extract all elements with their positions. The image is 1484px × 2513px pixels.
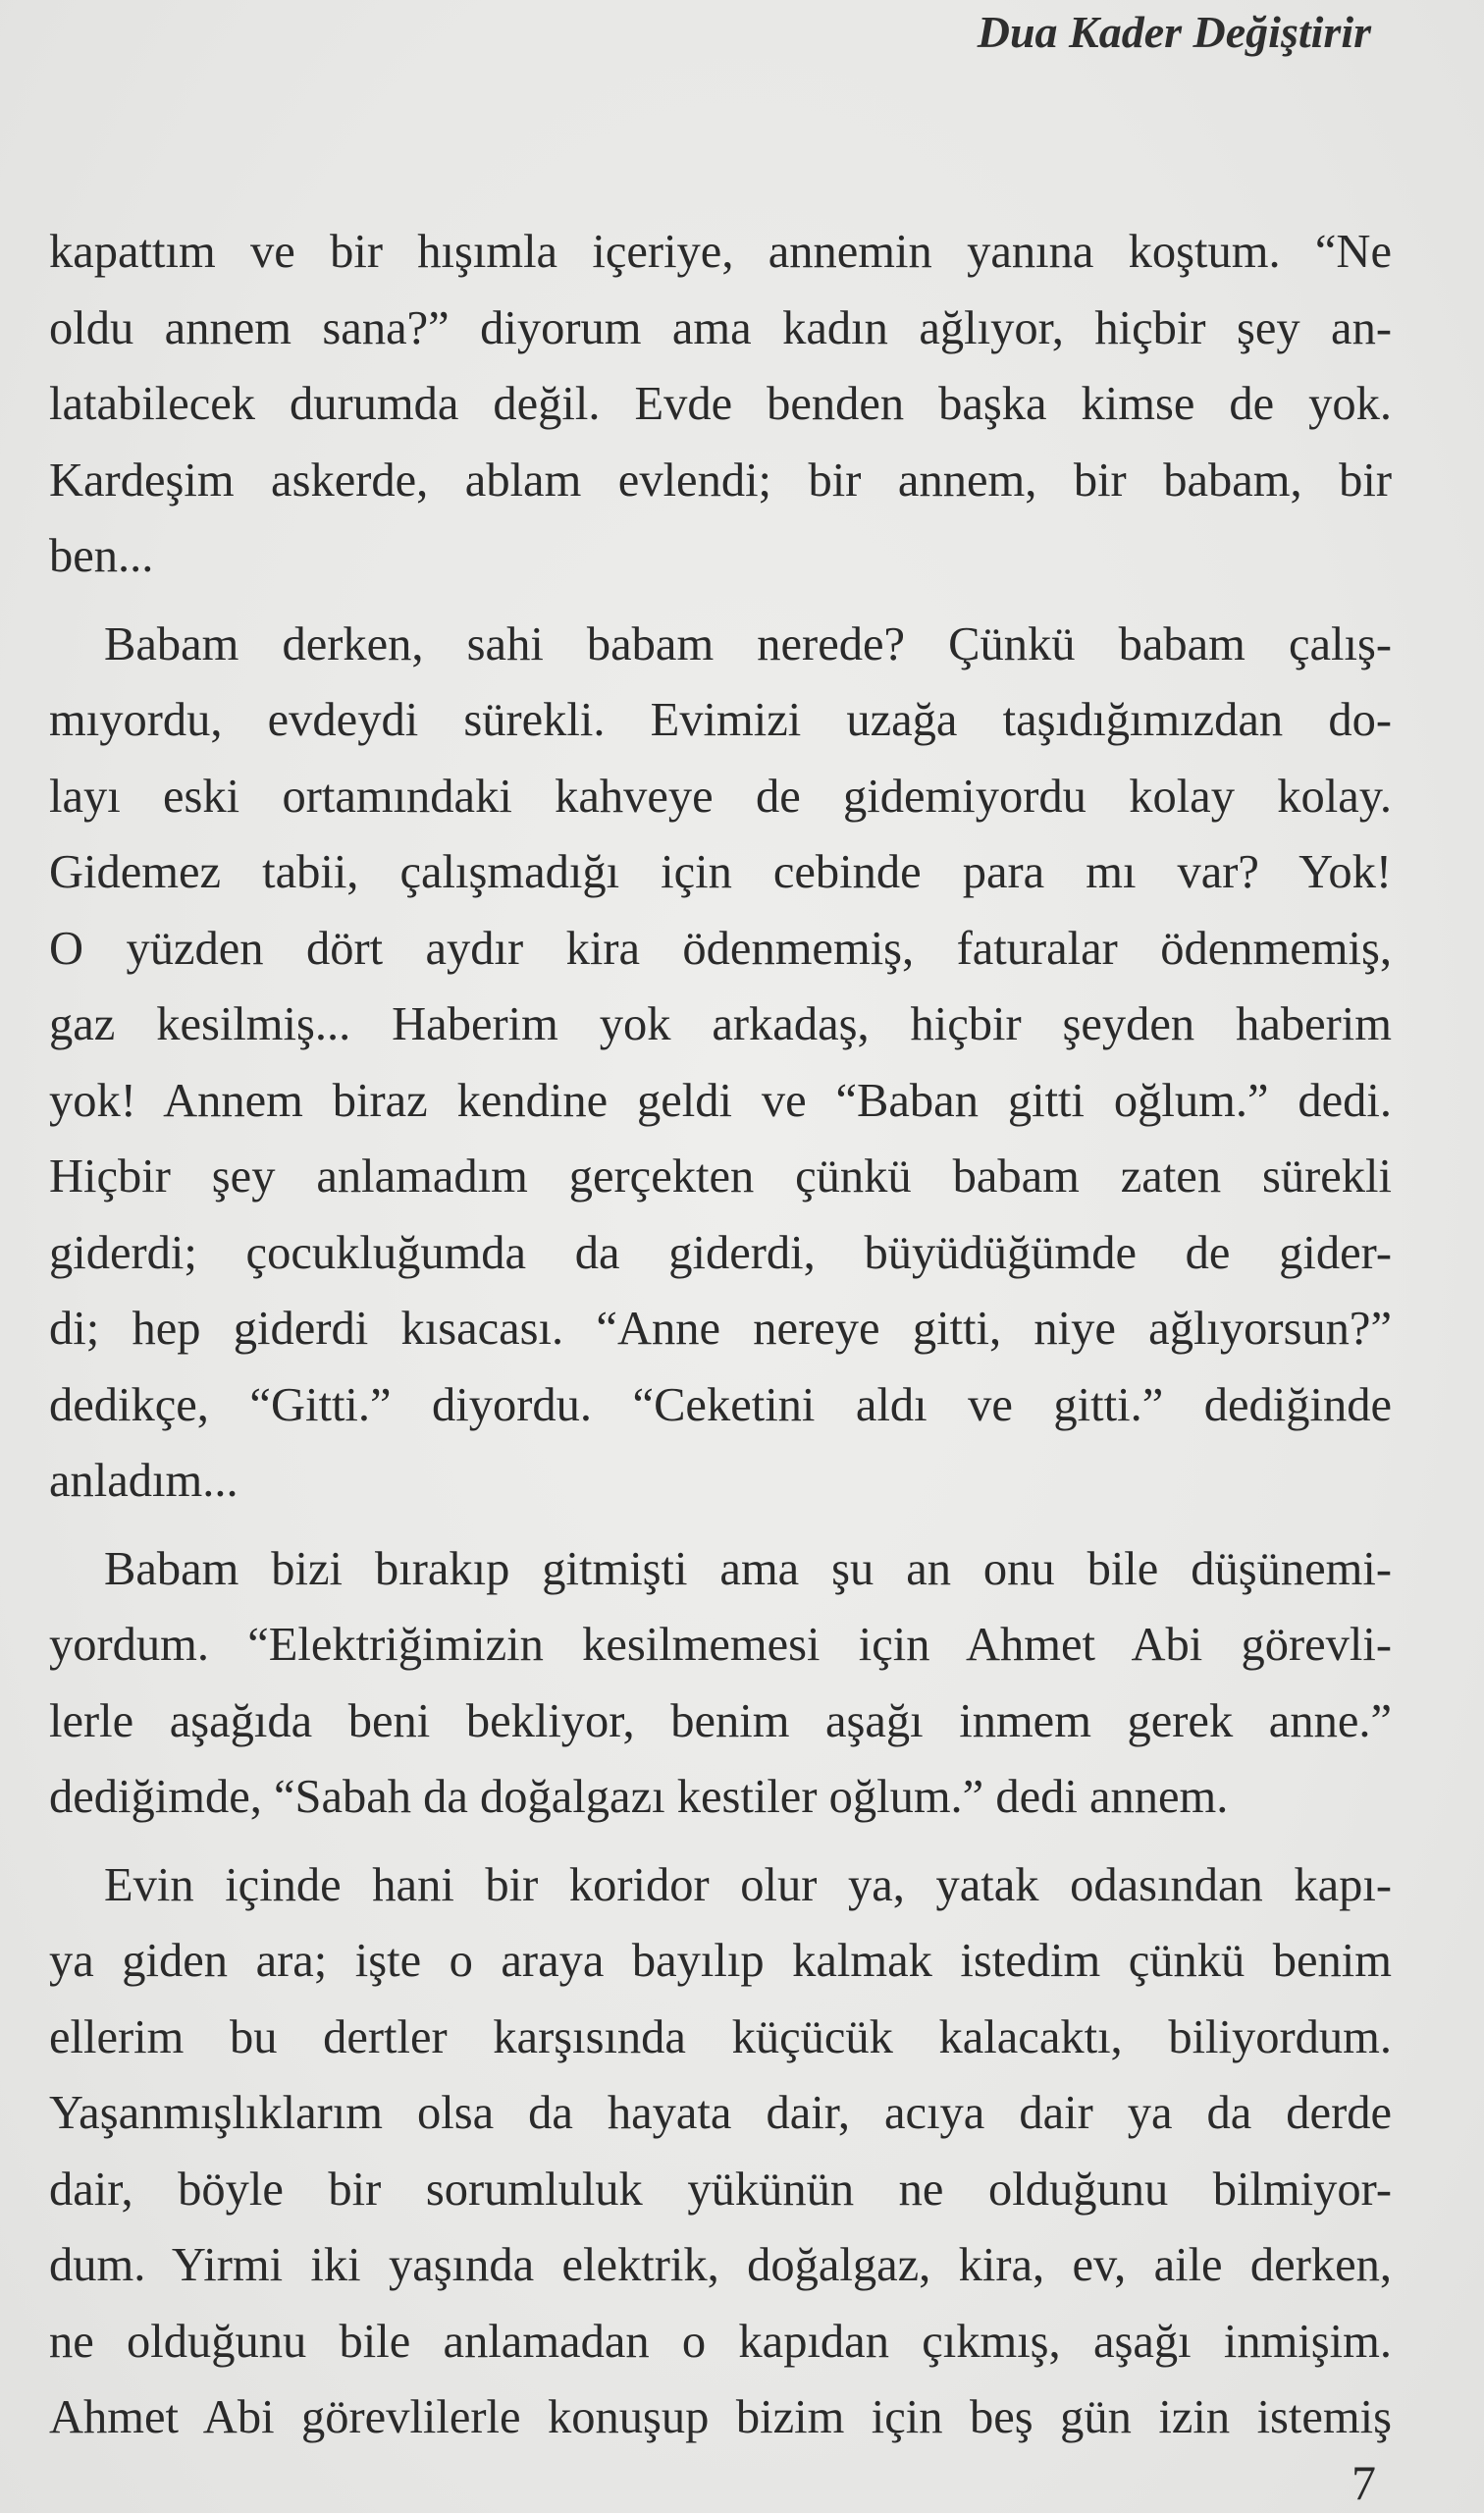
paragraph-gap [49, 1836, 1392, 1847]
text-line: latabilecek durumda değil. Evde benden başka kimse de yok. [49, 378, 1392, 430]
page-number: 7 [1352, 2455, 1376, 2510]
text-line: yordum. “Elektriğimizin kesilmemesi için Ahmet Abi görevli- [49, 1619, 1392, 1671]
text-line: Hiçbir şey anlamadım gerçekten çünkü babam zaten sürekli [49, 1150, 1392, 1203]
text-line: Ahmet Abi görevlilerle konuşup bizim için beş gün izin istemiş [49, 2391, 1392, 2443]
text-line: Gidemez tabii, çalışmadığı için cebinde para mı var? Yok! [49, 846, 1392, 898]
text-line: ne olduğunu bile anlamadan o kapıdan çıkmış, aşağı inmişim. [49, 2315, 1392, 2368]
text-line: ellerim bu dertler karşısında küçücük kalacaktı, biliyordum. [49, 2010, 1392, 2063]
text-line: mıyordu, evdeydi sürekli. Evimizi uzağa taşıdığımızdan do- [49, 694, 1392, 746]
text-line: yok! Annem biraz kendine geldi ve “Baban gitti oğlum.” dedi. [49, 1074, 1392, 1127]
text-line: Evin içinde hani bir koridor olur ya, yatak odasından kapı- [104, 1858, 1392, 1911]
paragraph-gap [49, 1520, 1392, 1531]
text-line: Kardeşim askerde, ablam evlendi; bir annem, bir babam, bir [49, 454, 1392, 507]
text-line: Babam bizi bırakıp gitmişti ama şu an onu bile düşünemi- [104, 1542, 1392, 1595]
text-line: Yaşanmışlıklarım olsa da hayata dair, acıya dair ya da derde [49, 2087, 1392, 2139]
text-line: giderdi; çocukluğumda da giderdi, büyüdüğümde de gider- [49, 1226, 1392, 1279]
text-line: ya giden ara; işte o araya bayılıp kalmak istedim çünkü benim [49, 1935, 1392, 1987]
running-header-title: Dua Kader Değiştirir [977, 7, 1371, 57]
text-line: layı eski ortamındaki kahveye de gidemiyordu kolay kolay. [49, 770, 1392, 823]
paragraph-3 [49, 1531, 1392, 1836]
text-line: dediğimde, “Sabah da doğalgazı kestiler oğlum.” dedi annem. [49, 1771, 1229, 1823]
text-line: dedikçe, “Gitti.” diyordu. “Ceketini aldı ve gitti.” dediğinde [49, 1378, 1392, 1431]
paragraph-2 [49, 607, 1392, 1520]
paragraph-1 [49, 214, 1392, 595]
text-line: di; hep giderdi kısacası. “Anne nereye gitti, niye ağlıyorsun?” [49, 1303, 1392, 1355]
paragraph-4 [49, 1847, 1392, 2456]
text-line: dum. Yirmi iki yaşında elektrik, doğalgaz, kira, ev, aile derken, [49, 2239, 1392, 2291]
text-line: O yüzden dört aydır kira ödenmemiş, faturalar ödenmemiş, [49, 922, 1392, 975]
text-line: Babam derken, sahi babam nerede? Çünkü babam çalış- [104, 617, 1392, 670]
text-line: oldu annem sana?” diyorum ama kadın ağlıyor, hiçbir şey an- [49, 301, 1392, 354]
text-line: anladım... [49, 1455, 238, 1507]
text-line: kapattım ve bir hışımla içeriye, annemin yanına koştum. “Ne [49, 226, 1392, 278]
paragraph-gap [49, 595, 1392, 607]
text-line: gaz kesilmiş... Haberim yok arkadaş, hiçbir şeyden haberim [49, 998, 1392, 1050]
text-line: lerle aşağıda beni bekliyor, benim aşağı inmem gerek anne.” [49, 1694, 1392, 1747]
text-line: dair, böyle bir sorumluluk yükünün ne olduğunu bilmiyor- [49, 2163, 1392, 2216]
body-text [49, 214, 1392, 2456]
text-line: ben... [49, 530, 154, 582]
